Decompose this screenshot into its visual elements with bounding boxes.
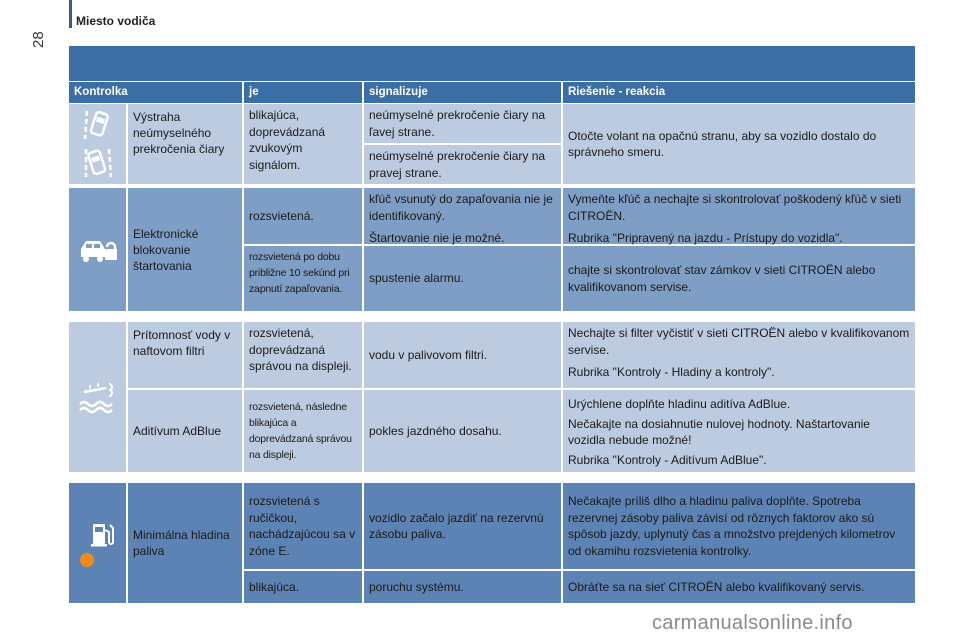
col-header-signalizuje: signalizuje — [362, 82, 561, 103]
icon-cell-water — [69, 322, 126, 472]
je-fuel-2-text: blikajúca. — [249, 579, 300, 594]
kontrolka-adblue — [128, 390, 242, 472]
sig-fuel-1-text: vozidlo začalo jazdiť na rezervnú zásobu paliva. — [369, 510, 544, 541]
rie-immob-1 — [563, 188, 915, 244]
je-water: rozsvietená, doprevádzaná správou na displeji. — [244, 322, 362, 388]
rie-water — [563, 322, 915, 388]
je-immob-2: rozsvietená po dobu približne 10 sekúnd pri zapnutí zapaľovania. — [244, 246, 362, 311]
sig-lane-left: neúmyselné prekročenie čiary na ľavej strane. — [364, 104, 561, 143]
rie-adblue-c: Rubrika "Kontroly - Aditívum AdBlue". — [568, 452, 767, 467]
section-marker-bar — [69, 0, 72, 28]
page-number: 28 — [30, 31, 47, 48]
watermark: carmanualsonline.info — [652, 612, 853, 634]
kontrolka-fuel — [128, 483, 242, 603]
rie-adblue-a: Urýchlene doplňte hladinu aditíva AdBlue. — [568, 397, 791, 411]
rie-fuel-2 — [563, 571, 915, 603]
row-group-immobiliser — [69, 188, 915, 311]
immobiliser-car-lock-icon — [78, 235, 118, 265]
sig-water-text: vodu v palivovom filtri. — [369, 347, 488, 362]
je-fuel-1-text: rozsvietená s ručičkou, nachádzajúcou sa v zóne E. — [249, 494, 356, 558]
sig-fuel-1 — [364, 483, 561, 569]
sig-fuel-2 — [364, 571, 561, 603]
je-fuel-1 — [244, 483, 362, 569]
je-immob-1-text: rozsvietená. — [249, 208, 314, 223]
row-group-water-adblue — [69, 322, 915, 472]
sig-fuel-2-text: poruchu systému. — [369, 579, 464, 594]
je-lane: blikajúca, doprevádzaná zvukovým signálom. — [244, 104, 362, 184]
warning-lights-table — [69, 82, 915, 103]
kontrolka-lane: Výstraha neúmyselného prekročenia čiary — [128, 104, 242, 184]
col-header-kontrolka: Kontrolka — [74, 86, 128, 98]
rie-adblue — [563, 390, 915, 472]
sig-immob-2-text: spustenie alarmu. — [369, 271, 464, 286]
section-title: Miesto vodiča — [76, 14, 156, 28]
je-immob-1 — [244, 188, 362, 244]
table-header-row — [69, 82, 915, 103]
kontrolka-immob-text: Elektronické blokovanie štartovania — [133, 226, 199, 273]
sig-immob-1a: kľúč vsunutý do zapaľovania nie je identifikovaný. — [369, 192, 553, 223]
sig-adblue-text: pokles jazdného dosahu. — [369, 423, 502, 438]
rie-immob-2-text: chajte si skontrolovať stav zámkov v sieti CITROËN alebo kvalifikovanom servise. — [568, 263, 876, 294]
rie-fuel-2-text: Obráťte sa na sieť CITROËN alebo kvalifikovaný servis. — [568, 579, 865, 594]
rie-immob-1a: Vymeňte kľúč a nechajte si skontrolovať poškodený kľúč v sieti CITROËN. — [568, 192, 902, 223]
sig-immob-2 — [364, 246, 561, 311]
row-group-fuel — [69, 483, 915, 603]
rie-immob-2 — [563, 246, 915, 311]
icon-cell-lane — [69, 104, 126, 184]
row-group-lane-departure — [69, 104, 915, 184]
icon-cell-fuel — [69, 483, 126, 603]
kontrolka-water: Prítomnosť vody v naftovom filtri — [128, 322, 242, 388]
rie-adblue-b: Nečakajte na dosiahnutie nulovej hodnoty. Naštartovanie vozidla nebude možné! — [568, 416, 870, 447]
fuel-pump-icon — [81, 518, 115, 550]
rie-immob-1b: Rubrika "Pripravený na jazdu - Prístupy do vozidla". — [568, 231, 843, 245]
table-banner — [69, 46, 915, 81]
rie-fuel-1-text: Nečakajte príliš dlho a hladinu paliva doplňte. Spotreba rezervnej zásoby paliva závisí od rôznych faktorov ako sú spôsob jazdy, uplynutý čas a množstvo prejdených kilometrov od okamihu rozsvietenia kontrolky. — [568, 494, 896, 558]
lane-departure-right-icon — [83, 146, 113, 180]
icon-cell-immob — [69, 188, 126, 311]
rie-water-a: Nechajte si filter vyčistiť v sieti CITROËN alebo v kvalifikovanom servise. — [568, 326, 910, 357]
sig-immob-1 — [364, 188, 561, 244]
col-header-riesenie: Riešenie - reakcia — [561, 82, 915, 103]
je-adblue-text: rozsvietená, následne blikajúca a doprevádzaná správou na displeji. — [249, 401, 352, 461]
je-fuel-2 — [244, 571, 362, 603]
rie-lane — [563, 104, 915, 184]
low-fuel-indicator-icon — [79, 552, 95, 568]
je-adblue — [244, 390, 362, 472]
rie-lane-text: Otočte volant na opačnú stranu, aby sa vozidlo dostalo do správneho smeru. — [568, 128, 877, 159]
rie-water-b: Rubrika "Kontroly - Hladiny a kontroly". — [568, 365, 775, 379]
kontrolka-fuel-text: Minimálna hladina paliva — [133, 528, 230, 558]
sig-adblue — [364, 390, 561, 472]
water-in-diesel-icon — [76, 378, 120, 416]
col-header-je: je — [242, 82, 362, 103]
sig-lane-right: neúmyselné prekročenie čiary na pravej strane. — [364, 145, 561, 184]
lane-departure-left-icon — [83, 108, 113, 142]
sig-immob-1b: Štartovanie nie je možné. — [369, 231, 505, 245]
kontrolka-immob — [128, 188, 242, 311]
kontrolka-adblue-text: Aditívum AdBlue — [133, 424, 222, 438]
sig-water — [364, 322, 561, 388]
rie-fuel-1 — [563, 483, 915, 569]
